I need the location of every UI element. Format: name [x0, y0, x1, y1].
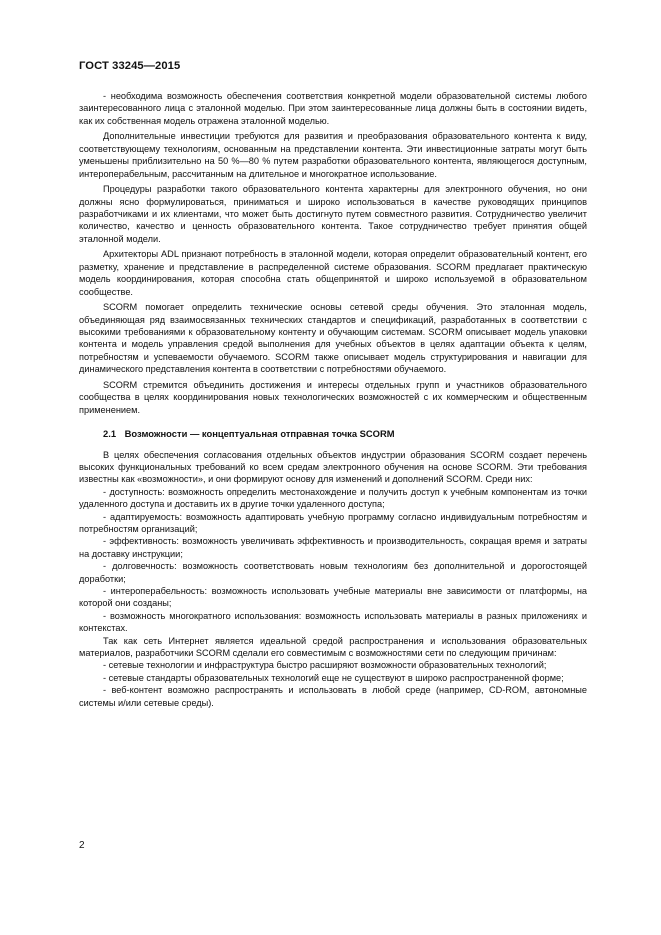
list-item: - адаптируемость: возможность адаптировать учебную программу согласно индивидуальным потребностям и потребностям организаций; — [79, 511, 587, 534]
paragraph: В целях обеспечения согласования отдельных объектов индустрии образования SCORM создает перечень высоких функциональных требований ко всем средам электронного обучения на основе SCORM. Эти требования известны как «возможности», и они формируют основу для изменений и дополнений SCORM. Среди них: — [79, 449, 587, 485]
paragraph: Процедуры разработки такого образовательного контента характерны для электронного обучения, но они должны ясно формулироваться, приниматься и широко использоваться в качестве руководящих принципов разработчиками и их клиентами, что может быть достигнуто путем совместного развития. Сотрудничество увеличит количество, качество и ценность образовательного контента. Такое сотрудничество требует принятия общей эталонной модели. — [79, 184, 587, 244]
section-number: 2.1 — [103, 428, 117, 440]
paragraph: SCORM помогает определить технические основы сетевой среды обучения. Это эталонная модель, объединяющая ряд взаимосвязанных технических стандартов и спецификаций, разработанных в соответствии с высокими требованиями к образовательному контенту и обучающим системам. SCORM описывает модель упаковки контента и модель управления средой выполнения для учебных объектов в целях адаптации объекта к целям, потребностям и успеваемости обучаемого. SCORM также описывает модель структурирования и навигации для динамического представления контента в соответствии с потребностями обучаемого. — [79, 302, 587, 375]
paragraph: Дополнительные инвестиции требуются для развития и преобразования образовательного контента к виду, соответствующему технологиям, основанным на представлении контента. Эти инвестиционные затраты могут быть уменьшены приблизительно на 50 %—80 % путем разработки образовательного контента, являющегося доступным, интероперабельным, рассчитанным на длительное и многократное использование. — [79, 131, 587, 179]
paragraph: Архитекторы ADL признают потребность в эталонной модели, которая определит образовательный контент, его разметку, хранение и представление в распределенной системе образования. SCORM предлагает практическую модель координирования, которая способна стать общепринятой и широко используемой в образовательном сообществе. — [79, 249, 587, 297]
paragraph: SCORM стремится объединить достижения и интересы отдельных групп и участников образовательного сообщества в целях координирования новых технологических возможностей с их коммерческим и общественным применением. — [79, 379, 587, 415]
list-item: - эффективность: возможность увеличивать эффективность и производительность, сокращая время и затраты на доставку инструкции; — [79, 536, 587, 559]
paragraph: - необходима возможность обеспечения соответствия конкретной модели образовательной системы любого заинтересованного лица с эталонной моделью. При этом заинтересованные лица должны быть в состоянии видеть, как их собственная модель отражена эталонной моделью. — [79, 91, 587, 126]
document-header: ГОСТ 33245—2015 — [79, 60, 181, 72]
list-item: - долговечность: возможность соответствовать новым технологиям без дополнительной и дорогостоящей доработки; — [79, 561, 587, 584]
body-text — [79, 90, 587, 709]
paragraph: Так как сеть Интернет является идеальной средой распространения и использования образовательных материалов, разработчики SCORM сделали его совместимым с возможностями сети по следующим причинам: — [79, 635, 587, 658]
list-item: - веб-контент возможно распространять и использовать в любой среде (например, CD-ROM, автономные системы и/или сетевые среды). — [79, 685, 587, 708]
page-number: 2 — [79, 840, 85, 851]
list-item: - возможность многократного использования: возможность использовать материалы в разных приложениях и контекстах. — [79, 610, 587, 634]
list-item: - доступность: возможность определить местонахождение и получить доступ к учебным компонентам из точки удаленного доступа и доставить их в другие точки удаленного доступа; — [79, 486, 587, 510]
list-item: - сетевые технологии и инфраструктура быстро расширяют возможности образовательных технологий; — [103, 660, 547, 671]
list-item: - интероперабельность: возможность использовать учебные материалы вне зависимости от платформы, на которой они созданы; — [79, 585, 587, 609]
section-heading — [79, 428, 587, 440]
section-title: Возможности — концептуальная отправная точка SCORM — [124, 428, 395, 440]
list-item: - сетевые стандарты образовательных технологий еще не существуют в широко распространенной форме; — [103, 672, 564, 683]
